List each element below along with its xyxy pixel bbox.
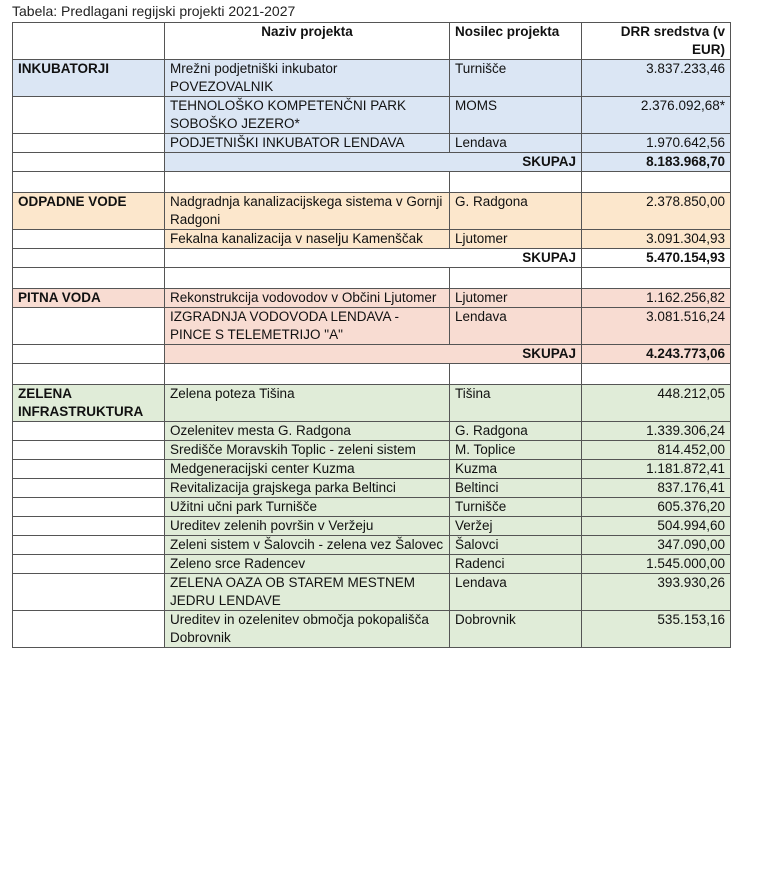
project-amount: 504.994,60 [582, 517, 731, 536]
project-amount: 535.153,16 [582, 611, 731, 648]
table-row [13, 479, 731, 498]
category-cell [13, 517, 165, 536]
total-label: SKUPAJ [165, 153, 582, 172]
table-caption: Tabela: Predlagani regijski projekti 2021-2027 [12, 3, 296, 19]
spacer-row [13, 268, 731, 289]
project-name: Zeleni sistem v Šalovcih - zelena vez Šalovec [165, 536, 450, 555]
category-cell [13, 230, 165, 249]
project-holder: G. Radgona [450, 193, 582, 230]
project-holder: M. Toplice [450, 441, 582, 460]
table-row [13, 230, 731, 249]
spacer-row [13, 172, 731, 193]
project-holder: Lendava [450, 574, 582, 611]
project-holder: Ljutomer [450, 289, 582, 308]
project-holder: Lendava [450, 134, 582, 153]
table-row [13, 460, 731, 479]
project-name: Užitni učni park Turnišče [165, 498, 450, 517]
project-holder: Turnišče [450, 60, 582, 97]
category-cell [13, 460, 165, 479]
category-cell [13, 97, 165, 134]
total-amount: 4.243.773,06 [582, 345, 731, 364]
table-row [13, 385, 731, 422]
spacer-row [13, 364, 731, 385]
category-label: ODPADNE VODE [13, 193, 165, 230]
category-label: ZELENA INFRASTRUKTURA [13, 385, 165, 422]
project-name: Zeleno srce Radencev [165, 555, 450, 574]
category-cell [13, 611, 165, 648]
projects-table [12, 22, 731, 648]
project-name: Središče Moravskih Toplic - zeleni sistem [165, 441, 450, 460]
header-holder: Nosilec projekta [450, 23, 582, 60]
project-name: Ozelenitev mesta G. Radgona [165, 422, 450, 441]
project-name: Ureditev in ozelenitev območja pokopališča Dobrovnik [165, 611, 450, 648]
total-label: SKUPAJ [165, 249, 582, 268]
project-name: Mrežni podjetniški inkubator POVEZOVALNIK [165, 60, 450, 97]
category-cell [13, 555, 165, 574]
total-amount: 8.183.968,70 [582, 153, 731, 172]
project-amount: 837.176,41 [582, 479, 731, 498]
project-holder: Turnišče [450, 498, 582, 517]
category-cell [13, 479, 165, 498]
table-row [13, 308, 731, 345]
table-row [13, 517, 731, 536]
project-amount: 347.090,00 [582, 536, 731, 555]
total-amount: 5.470.154,93 [582, 249, 731, 268]
category-cell [13, 153, 165, 172]
project-amount: 814.452,00 [582, 441, 731, 460]
project-name: PODJETNIŠKI INKUBATOR LENDAVA [165, 134, 450, 153]
project-amount: 3.081.516,24 [582, 308, 731, 345]
project-amount: 393.930,26 [582, 574, 731, 611]
project-name: IZGRADNJA VODOVODA LENDAVA - PINCE S TELEMETRIJO "A" [165, 308, 450, 345]
project-amount: 1.970.642,56 [582, 134, 731, 153]
table-row [13, 555, 731, 574]
project-amount: 3.837.233,46 [582, 60, 731, 97]
project-name: Revitalizacija grajskega parka Beltinci [165, 479, 450, 498]
project-holder: Veržej [450, 517, 582, 536]
project-amount: 448.212,05 [582, 385, 731, 422]
project-amount: 605.376,20 [582, 498, 731, 517]
total-row [13, 249, 731, 268]
project-holder: Ljutomer [450, 230, 582, 249]
category-label: INKUBATORJI [13, 60, 165, 97]
header-category [13, 23, 165, 60]
category-cell [13, 422, 165, 441]
category-cell [13, 536, 165, 555]
table-row [13, 289, 731, 308]
project-name: Zelena poteza Tišina [165, 385, 450, 422]
table-row [13, 134, 731, 153]
total-row [13, 153, 731, 172]
category-cell [13, 574, 165, 611]
category-cell [13, 498, 165, 517]
project-holder: Šalovci [450, 536, 582, 555]
project-amount: 1.181.872,41 [582, 460, 731, 479]
header-name: Naziv projekta [165, 23, 450, 60]
project-amount: 1.545.000,00 [582, 555, 731, 574]
project-name: ZELENA OAZA OB STAREM MESTNEM JEDRU LENDAVE [165, 574, 450, 611]
category-cell [13, 441, 165, 460]
table-row [13, 441, 731, 460]
project-name: Rekonstrukcija vodovodov v Občini Ljutomer [165, 289, 450, 308]
table-row [13, 498, 731, 517]
total-label: SKUPAJ [165, 345, 582, 364]
project-holder: MOMS [450, 97, 582, 134]
project-amount: 3.091.304,93 [582, 230, 731, 249]
project-name: Fekalna kanalizacija v naselju Kamenščak [165, 230, 450, 249]
table-row [13, 60, 731, 97]
project-holder: Tišina [450, 385, 582, 422]
project-amount: 2.376.092,68* [582, 97, 731, 134]
header-row [13, 23, 731, 60]
table-row [13, 97, 731, 134]
project-holder: Beltinci [450, 479, 582, 498]
table-row [13, 574, 731, 611]
category-cell [13, 308, 165, 345]
project-holder: Lendava [450, 308, 582, 345]
category-label: PITNA VODA [13, 289, 165, 308]
category-cell [13, 134, 165, 153]
project-name: TEHNOLOŠKO KOMPETENČNI PARK SOBOŠKO JEZERO* [165, 97, 450, 134]
project-holder: Kuzma [450, 460, 582, 479]
project-holder: G. Radgona [450, 422, 582, 441]
table-row [13, 193, 731, 230]
category-cell [13, 345, 165, 364]
project-amount: 2.378.850,00 [582, 193, 731, 230]
project-name: Medgeneracijski center Kuzma [165, 460, 450, 479]
project-amount: 1.162.256,82 [582, 289, 731, 308]
table-row [13, 611, 731, 648]
project-name: Ureditev zelenih površin v Veržeju [165, 517, 450, 536]
project-holder: Dobrovnik [450, 611, 582, 648]
project-name: Nadgradnja kanalizacijskega sistema v Gornji Radgoni [165, 193, 450, 230]
header-funds: DRR sredstva (v EUR) [582, 23, 731, 60]
table-row [13, 422, 731, 441]
project-amount: 1.339.306,24 [582, 422, 731, 441]
table-row [13, 536, 731, 555]
category-cell [13, 249, 165, 268]
project-holder: Radenci [450, 555, 582, 574]
total-row [13, 345, 731, 364]
